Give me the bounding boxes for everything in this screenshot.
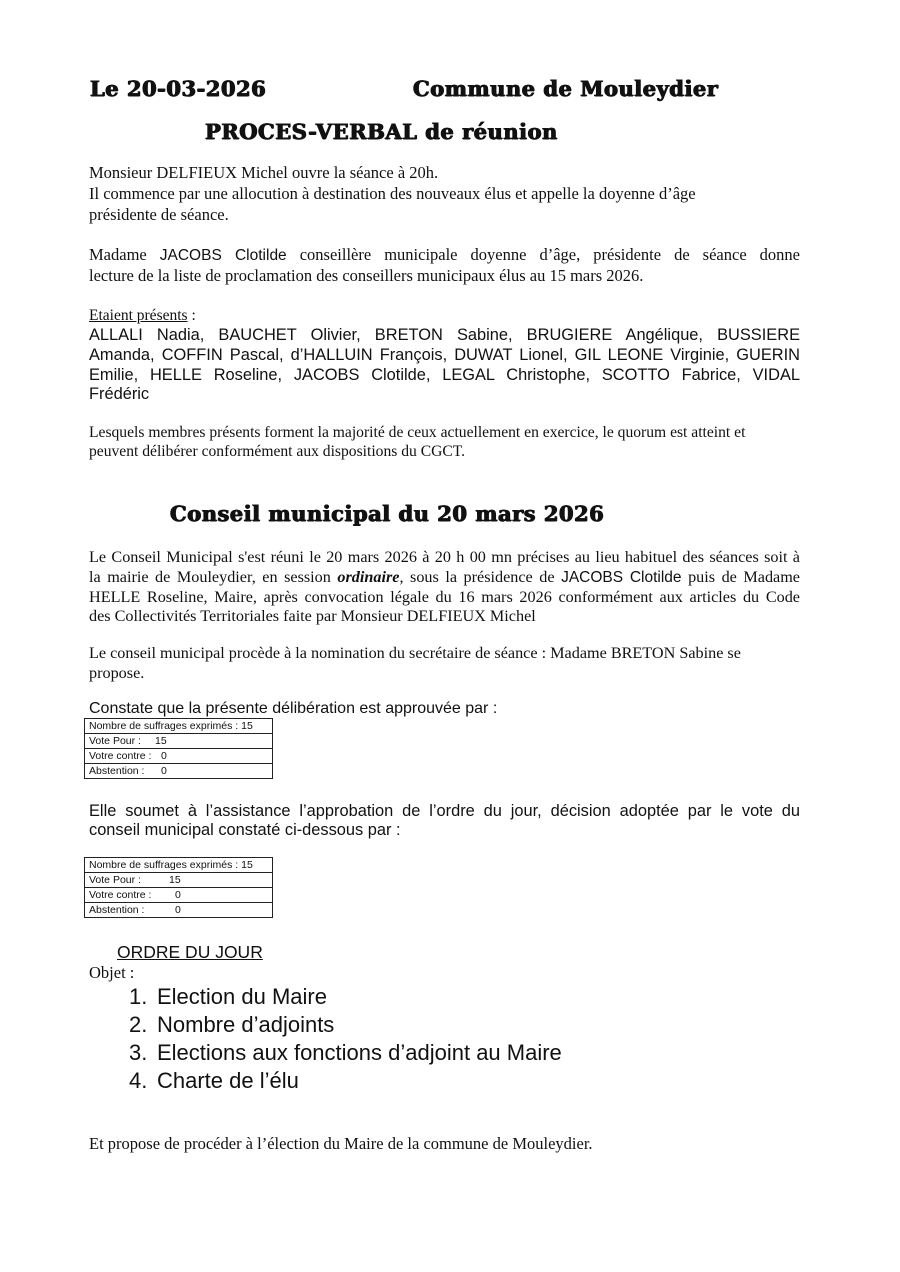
meeting-date: Le 20-03-2026 <box>90 76 267 101</box>
vote-table <box>84 718 273 779</box>
agenda-item: 4. Charte de l’élu <box>129 1068 299 1093</box>
table-row: Votre contre : 0 <box>85 749 273 764</box>
table-row: Vote Pour : 15 <box>85 873 273 888</box>
vote-value: 15 <box>155 735 167 747</box>
presents-line: ALLALI Nadia, BAUCHET Olivier, BRETON Sabine, BRUGIERE Angélique, BUSSIERE <box>89 326 800 344</box>
closing-line: Et propose de procéder à l’élection du Maire de la commune de Mouleydier. <box>89 1134 593 1153</box>
presents-line: Amanda, COFFIN Pascal, d’HALLUIN François, DUWAT Lionel, GIL LEONE Virginie, GUERIN <box>89 346 800 364</box>
secretaire-line: Le conseil municipal procède à la nomination du secrétaire de séance : Madame BRETON Sabine se <box>89 644 741 662</box>
agenda-item: 1. Election du Maire <box>129 984 327 1009</box>
approbation-line: Elle soumet à l’assistance l’approbation de l’ordre du jour, décision adoptée par le vote du <box>89 802 800 820</box>
table-row: Vote Pour : 15 <box>85 734 273 749</box>
table-row: Abstention : 0 <box>85 903 273 918</box>
vote-value: 0 <box>161 765 167 777</box>
table-row: Votre contre : 0 <box>85 888 273 903</box>
intro-line: Il commence par une allocution à destination des nouveaux élus et appelle la doyenne d’âge <box>89 184 696 203</box>
reunion-line: Le Conseil Municipal s'est réuni le 20 mars 2026 à 20 h 00 mn précises au lieu habituel des séances soit à <box>89 548 800 566</box>
presents-line: Frédéric <box>89 385 150 403</box>
quorum-line: peuvent délibérer conformément aux dispositions du CGCT. <box>89 443 466 460</box>
presents-heading: Etaient présents : <box>89 307 196 324</box>
intro-line: Monsieur DELFIEUX Michel ouvre la séance à 20h. <box>89 163 439 182</box>
agenda-item: 3. Elections aux fonctions d’adjoint au Maire <box>129 1040 562 1065</box>
vote-value: 0 <box>175 904 181 916</box>
vote-table <box>84 857 273 918</box>
doyenne-line: lecture de la liste de proclamation des conseillers municipaux élus au 15 mars 2026. <box>89 266 644 285</box>
reunion-line: la mairie de Mouleydier, en session ordinaire, sous la présidence de JACOBS Clotilde puis de Madame <box>89 568 800 586</box>
vote-value: 0 <box>175 889 181 901</box>
vote-value: 15 <box>241 859 253 871</box>
vote-value: 15 <box>169 874 181 886</box>
vote-value: 15 <box>241 720 253 732</box>
doyenne-paragraph: Madame JACOBS Clotilde conseillère municipale doyenne d’âge, présidente de séance donne <box>89 245 801 264</box>
table-row: Nombre de suffrages exprimés : 15 <box>85 719 273 734</box>
quorum-line: Lesquels membres présents forment la majorité de ceux actuellement en exercice, le quorum est atteint et <box>89 424 746 441</box>
table-row: Nombre de suffrages exprimés : 15 <box>85 858 273 873</box>
presents-line: Emilie, HELLE Roseline, JACOBS Clotilde, LEGAL Christophe, SCOTTO Fabrice, VIDAL <box>89 366 800 384</box>
vote-intro: Constate que la présente délibération est approuvée par : <box>89 700 498 717</box>
reunion-line: des Collectivités Territoriales faite par Monsieur DELFIEUX Michel <box>89 607 536 625</box>
agenda-heading: ORDRE DU JOUR <box>117 942 263 962</box>
section-title: Conseil municipal du 20 mars 2026 <box>170 501 605 526</box>
document-title: PROCES-VERBAL de réunion <box>205 119 558 144</box>
commune-name: Commune de Mouleydier <box>413 76 719 101</box>
agenda-objet: Objet : <box>89 963 135 982</box>
vote-value: 0 <box>161 750 167 762</box>
reunion-line: HELLE Roseline, Maire, après convocation légale du 16 mars 2026 conformément aux articles du Code <box>89 588 800 606</box>
intro-line: présidente de séance. <box>89 205 229 224</box>
doyenne-name: JACOBS Clotilde <box>159 247 287 264</box>
agenda-item: 2. Nombre d’adjoints <box>129 1012 335 1037</box>
secretaire-line: propose. <box>89 664 145 682</box>
approbation-line: conseil municipal constaté ci-dessous par : <box>89 821 401 839</box>
table-row: Abstention : 0 <box>85 764 273 779</box>
session-type: ordinaire <box>337 568 400 586</box>
president-name: JACOBS Clotilde <box>561 569 682 586</box>
